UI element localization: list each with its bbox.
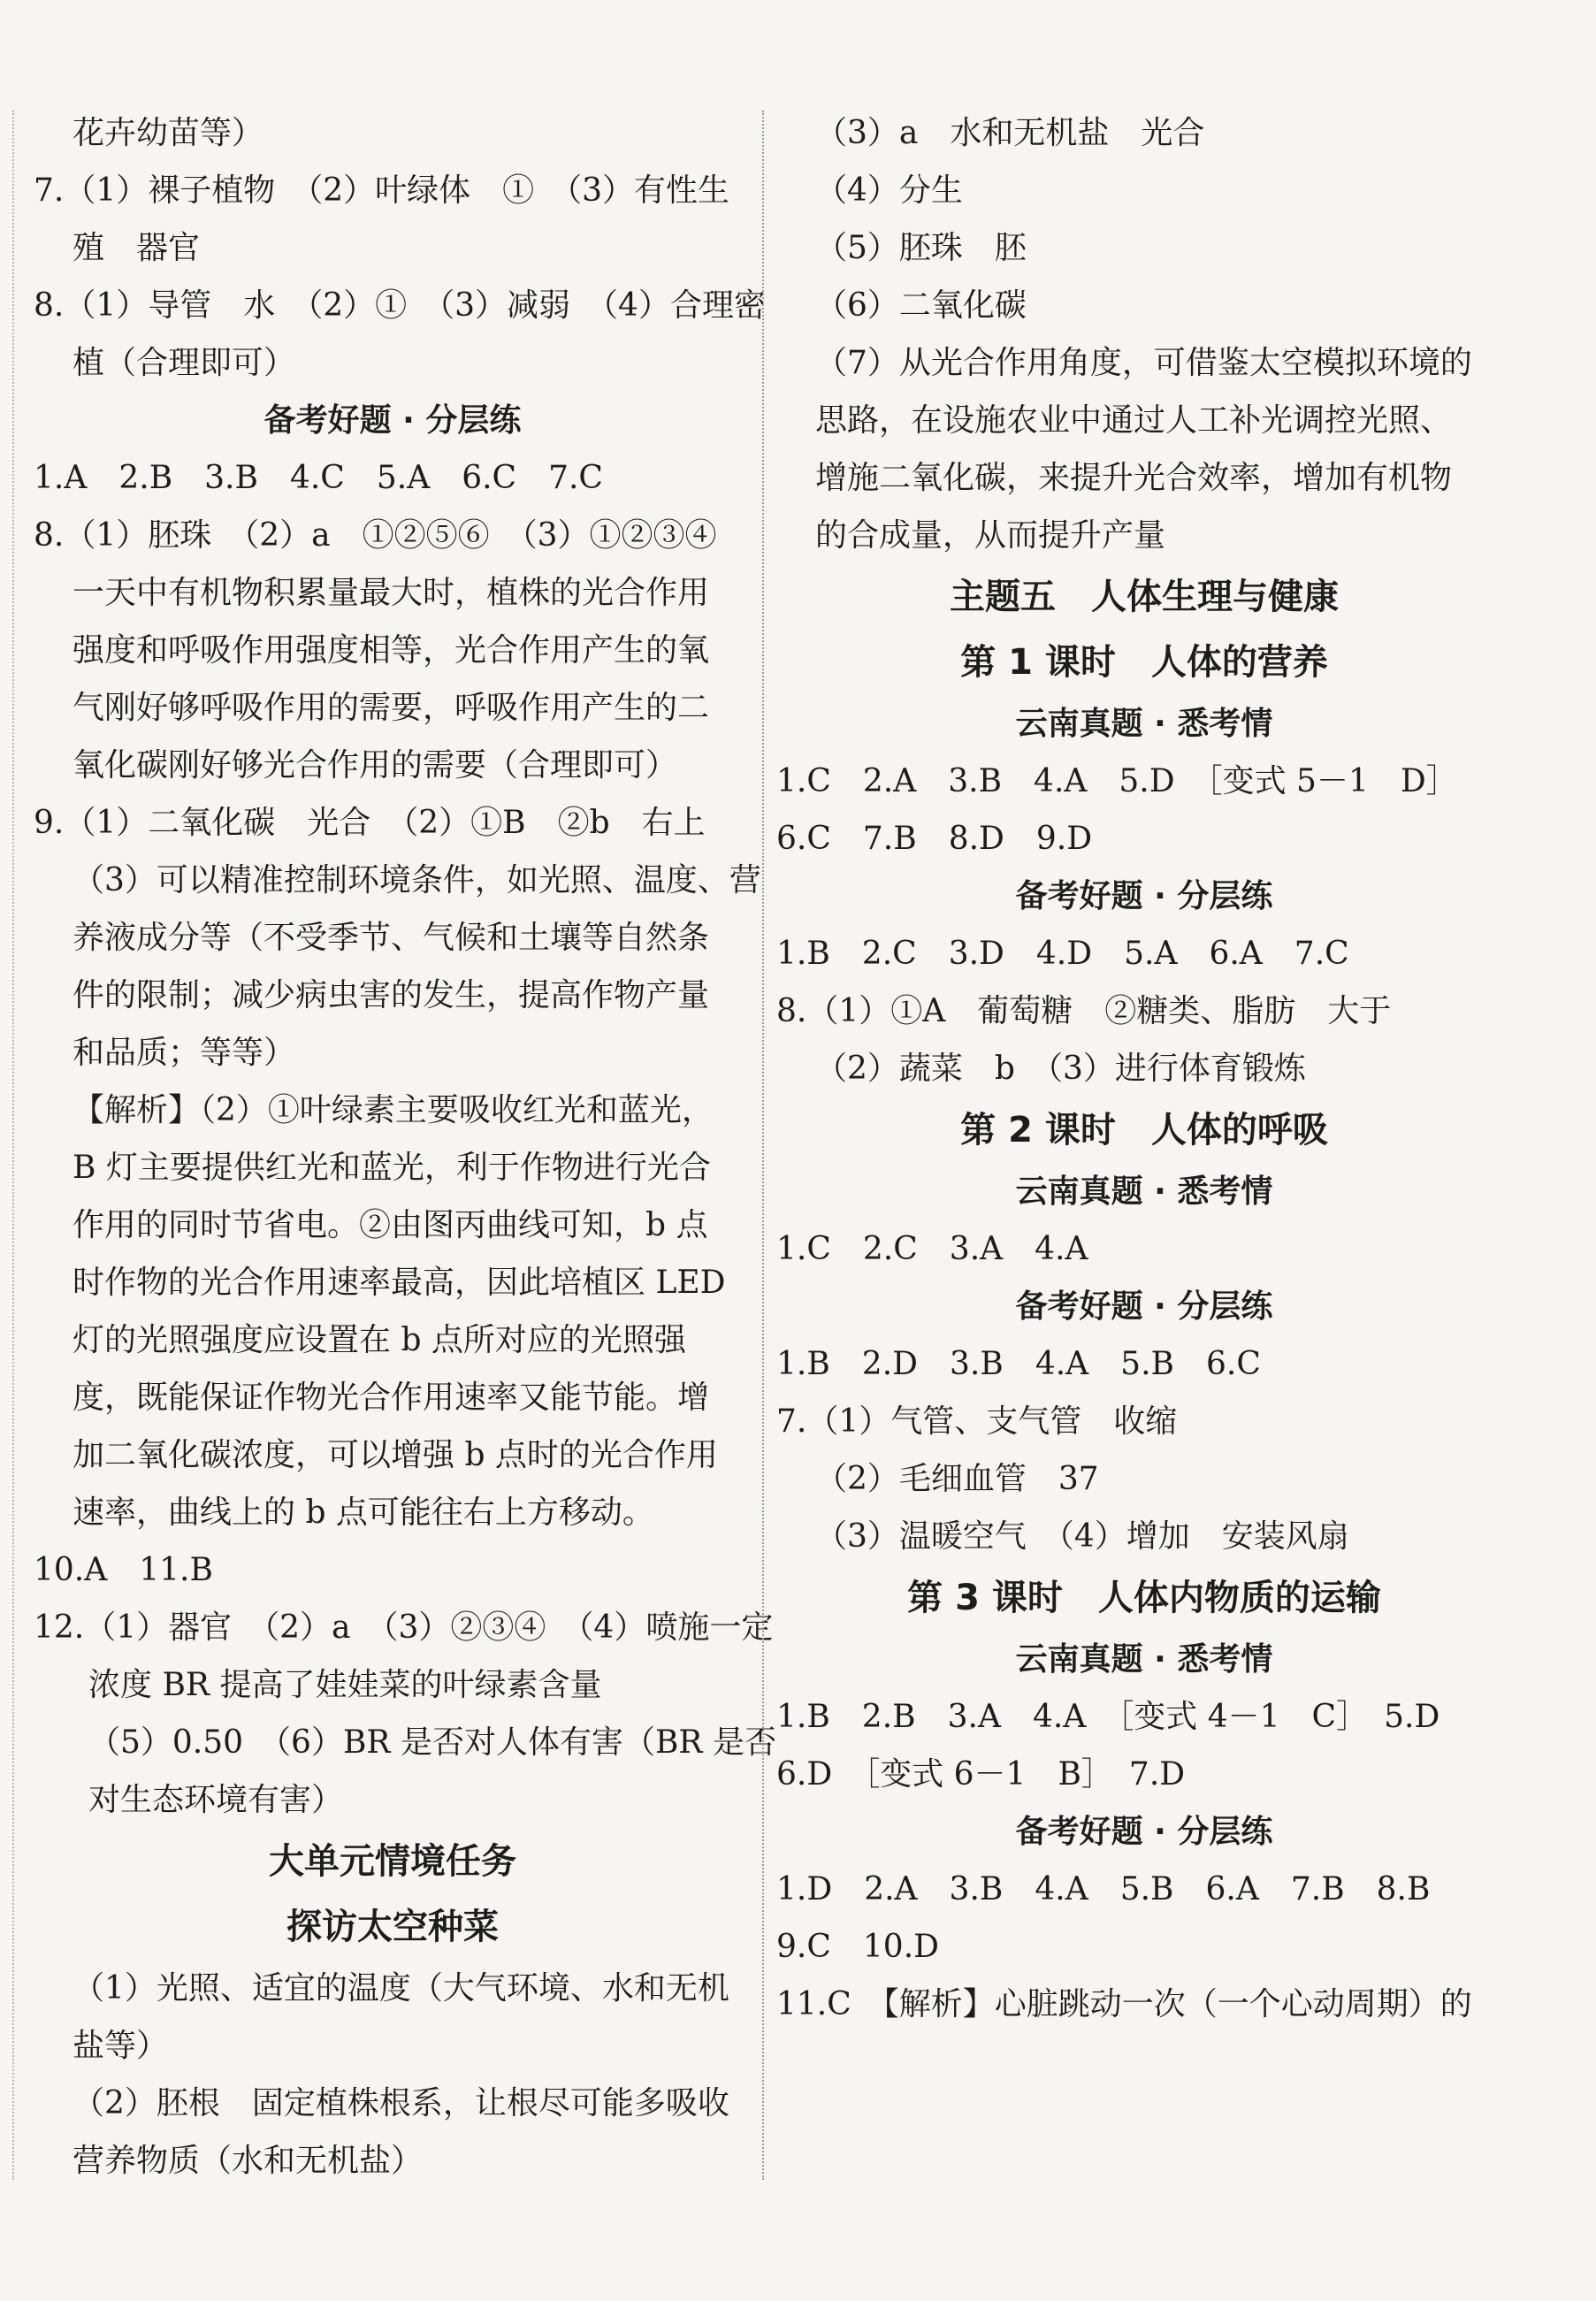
section-heading: 主题五 人体生理与健康 xyxy=(950,577,1339,617)
answer-line: 度，既能保证作物光合作用速率又能节能。增 xyxy=(73,1380,710,1416)
answer-line: 增施二氧化碳，来提升光合效率，增加有机物 xyxy=(815,460,1453,496)
answer-line: （3）a 水和无机盐 光合 xyxy=(815,115,1205,151)
answer-line: （3）可以精准控制环境条件，如光照、温度、营 xyxy=(73,862,761,898)
answer-line: （6）二氧化碳 xyxy=(815,287,1027,324)
answer-line: （2）毛细血管 37 xyxy=(815,1461,1099,1497)
answer-line: 氧化碳刚好够光合作用的需要（合理即可） xyxy=(73,747,678,784)
answer-line: 强度和呼吸作用强度相等，光合作用产生的氧 xyxy=(73,632,710,669)
section-heading: 备考好题 · 分层练 xyxy=(1015,1288,1273,1325)
section-heading: 备考好题 · 分层练 xyxy=(1015,1814,1273,1850)
section-heading: 云南真题 · 悉考情 xyxy=(1015,706,1273,742)
section-heading: 第 3 课时 人体内物质的运输 xyxy=(907,1578,1381,1618)
section-heading: 第 1 课时 人体的营养 xyxy=(960,642,1328,683)
answer-line: 思路，在设施农业中通过人工补光调控光照、 xyxy=(815,402,1453,439)
answer-line: （7）从光合作用角度，可借鉴太空模拟环境的 xyxy=(815,345,1472,381)
section-heading: 大单元情境任务 xyxy=(269,1841,516,1882)
answer-line: （2）蔬菜 b （3）进行体育锻炼 xyxy=(815,1051,1306,1087)
section-heading: 云南真题 · 悉考情 xyxy=(1015,1641,1273,1678)
answer-line: （5）胚珠 胚 xyxy=(815,230,1027,266)
answer-line: 6.D ［变式 6－1 B］ 7.D xyxy=(776,1756,1186,1793)
answer-line: 殖 器官 xyxy=(73,230,201,266)
answer-line: 1.D 2.A 3.B 4.A 5.B 6.A 7.B 8.B xyxy=(776,1871,1431,1907)
answer-line: 8.（1）导管 水 （2）① （3）减弱 （4）合理密 xyxy=(34,287,766,324)
section-heading: 备考好题 · 分层练 xyxy=(263,402,522,439)
answer-line: 8.（1）胚珠 （2）a ①②⑤⑥ （3）①②③④ xyxy=(34,517,717,554)
answer-line: 9.C 10.D xyxy=(776,1929,940,1965)
answer-line: 6.C 7.B 8.D 9.D xyxy=(776,821,1093,857)
answer-line: 1.B 2.D 3.B 4.A 5.B 6.C xyxy=(776,1346,1261,1382)
answer-line: 1.A 2.B 3.B 4.C 5.A 6.C 7.C xyxy=(34,460,603,496)
answer-line: 7.（1）气管、支气管 收缩 xyxy=(776,1403,1178,1440)
answer-line: 的合成量，从而提升产量 xyxy=(815,517,1166,554)
answer-line: （1）光照、适宜的温度（大气环境、水和无机 xyxy=(73,1970,729,2007)
answer-line: 10.A 11.B xyxy=(34,1552,213,1588)
answer-line: 12.（1）器官 （2）a （3）②③④ （4）喷施一定 xyxy=(34,1609,774,1646)
answer-line: 气刚好够呼吸作用的需要，呼吸作用产生的二 xyxy=(73,690,710,726)
answer-line: 速率，曲线上的 b 点可能往右上方移动。 xyxy=(73,1495,654,1531)
left-margin-rule xyxy=(12,111,14,2180)
answer-line: 时作物的光合作用速率最高，因此培植区 LED xyxy=(73,1265,726,1301)
answer-line: 9.（1）二氧化碳 光合 （2）①B ②b 右上 xyxy=(34,805,706,841)
answer-line: 11.C 【解析】心脏跳动一次（一个心动周期）的 xyxy=(776,1986,1472,2022)
answer-line: 养液成分等（不受季节、气候和土壤等自然条 xyxy=(73,920,710,956)
section-heading: 第 2 课时 人体的呼吸 xyxy=(960,1110,1328,1150)
left-column xyxy=(34,104,776,2190)
answer-line: 件的限制；减少病虫害的发生，提高作物产量 xyxy=(73,977,710,1013)
answer-line: 对生态环境有害） xyxy=(88,1782,344,1818)
right-column xyxy=(776,104,1512,2033)
answer-line: B 灯主要提供红光和蓝光，利于作物进行光合 xyxy=(73,1150,711,1186)
answer-line: 【解析】（2）①叶绿素主要吸收红光和蓝光， xyxy=(73,1092,714,1128)
answer-line: 花卉幼苗等） xyxy=(73,115,264,151)
answer-line: 1.B 2.B 3.A 4.A ［变式 4－1 C］ 5.D xyxy=(776,1699,1440,1735)
section-heading: 备考好题 · 分层练 xyxy=(1015,878,1273,914)
answer-line: 1.B 2.C 3.D 4.D 5.A 6.A 7.C xyxy=(776,936,1349,972)
answer-line: 1.C 2.A 3.B 4.A 5.D ［变式 5－1 D］ xyxy=(776,763,1458,799)
column-divider xyxy=(762,111,764,2180)
answer-line: 盐等） xyxy=(73,2028,169,2064)
answer-line: 和品质；等等） xyxy=(73,1035,296,1071)
answer-line: （3）温暖空气 （4）增加 安装风扇 xyxy=(815,1518,1349,1555)
answer-line: 1.C 2.C 3.A 4.A xyxy=(776,1231,1088,1267)
answer-line: 作用的同时节省电。②由图丙曲线可知，b 点 xyxy=(73,1207,708,1243)
answer-line: 灯的光照强度应设置在 b 点所对应的光照强 xyxy=(73,1322,686,1358)
answer-line: 8.（1）①A 葡萄糖 ②糖类、脂肪 大于 xyxy=(776,993,1392,1029)
answer-line: 加二氧化碳浓度，可以增强 b 点时的光合作用 xyxy=(73,1437,718,1473)
answer-line: （5）0.50 （6）BR 是否对人体有害（BR 是否 xyxy=(88,1724,776,1761)
section-heading: 云南真题 · 悉考情 xyxy=(1015,1173,1273,1210)
answer-line: 植（合理即可） xyxy=(73,345,296,381)
answer-line: 7.（1）裸子植物 （2）叶绿体 ① （3）有性生 xyxy=(34,172,730,209)
answer-line: 一天中有机物积累量最大时，植株的光合作用 xyxy=(73,575,710,611)
answer-line: （2）胚根 固定植株根系，让根尽可能多吸收 xyxy=(73,2085,729,2121)
answer-line: 浓度 BR 提高了娃娃菜的叶绿素含量 xyxy=(88,1667,602,1703)
answer-line: （4）分生 xyxy=(815,172,963,209)
section-heading: 探访太空种菜 xyxy=(286,1907,499,1947)
answer-line: 营养物质（水和无机盐） xyxy=(73,2143,424,2179)
